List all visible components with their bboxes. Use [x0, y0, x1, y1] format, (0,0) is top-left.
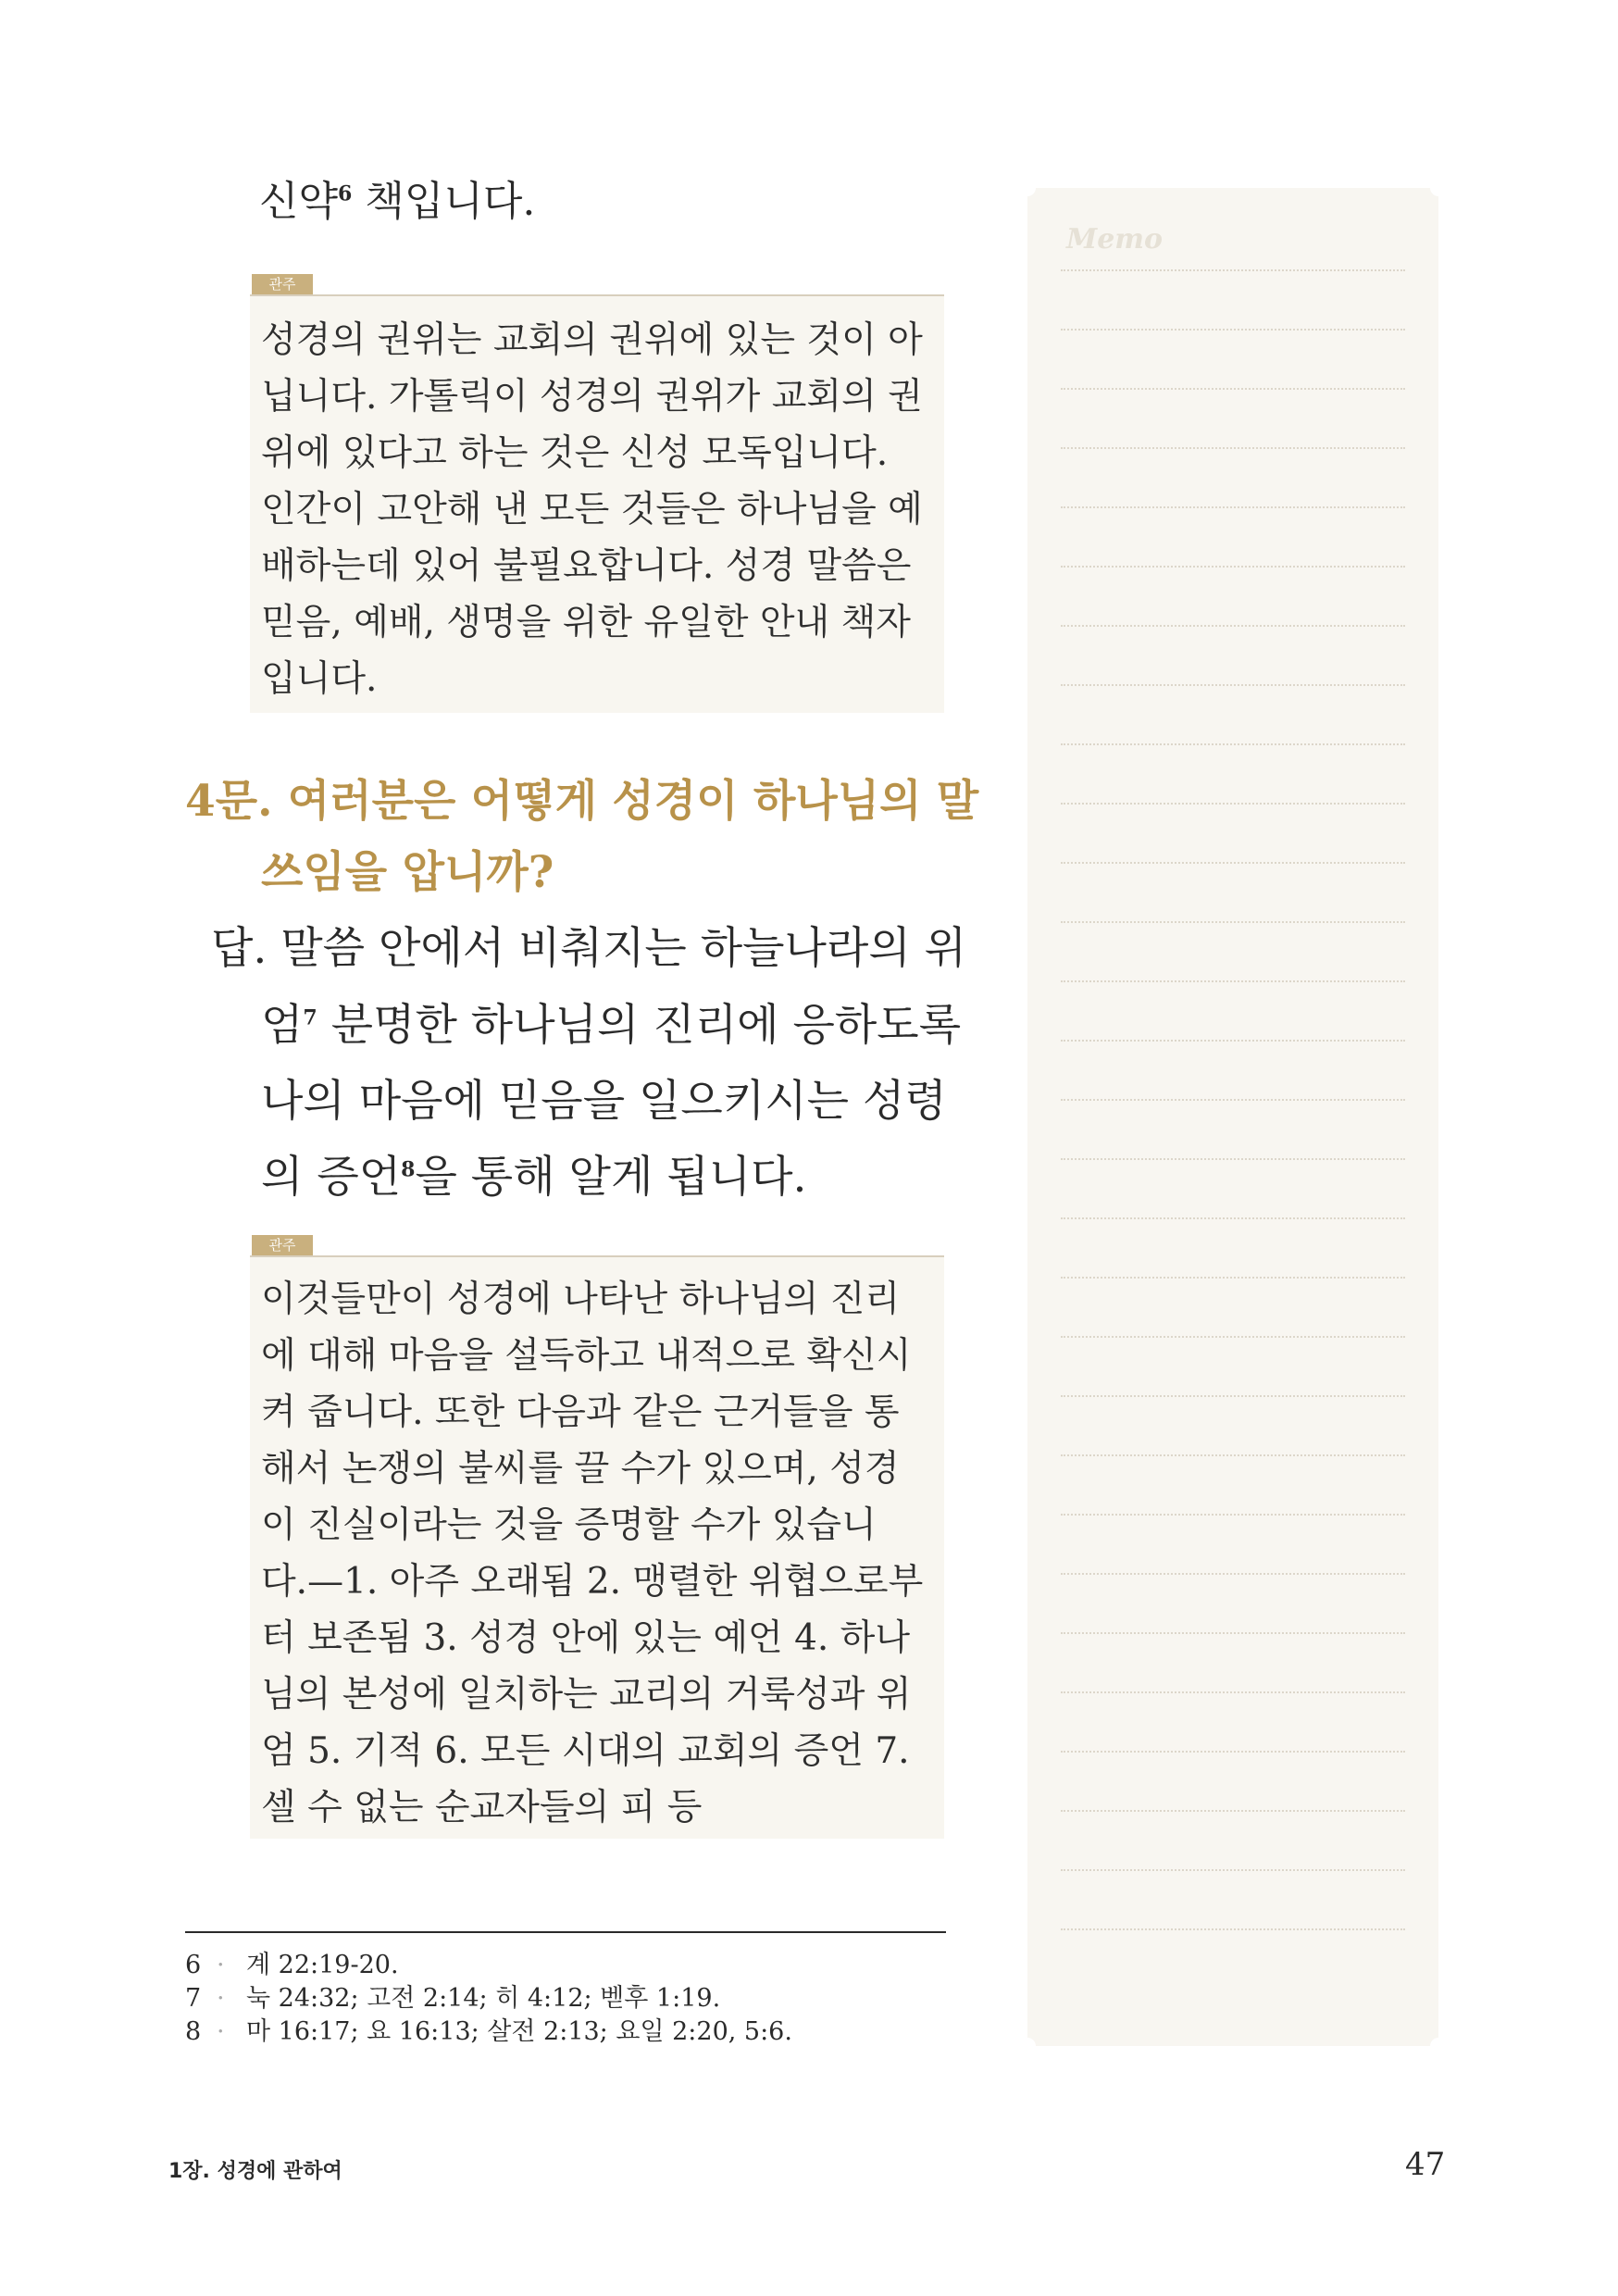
footnote-text: 계 22:19-20.	[246, 1951, 399, 1979]
footnote-ref-7: 7	[303, 1005, 317, 1030]
question-line-1: 4문. 여러분은 어떻게 성경이 하나님의 말	[185, 776, 979, 827]
memo-line	[1061, 269, 1405, 271]
note2-line: 이 진실이라는 것을 증명할 수가 있습니	[261, 1504, 877, 1546]
footnote-7	[185, 1978, 720, 2014]
commentary-box-2	[250, 1257, 944, 1839]
memo-title: Memo	[1066, 223, 1164, 256]
memo-line	[1061, 980, 1405, 982]
intro-text	[259, 174, 535, 230]
memo-line	[1061, 1632, 1405, 1634]
memo-line	[1061, 388, 1405, 390]
memo-line	[1061, 743, 1405, 745]
answer-word: 의 증언	[261, 1152, 402, 1203]
answer-line-3: 나의 마음에 믿음을 일으키시는 성령	[261, 1076, 947, 1127]
memo-line	[1061, 1158, 1405, 1160]
footnote-separator: ·	[217, 2017, 225, 2046]
footnote-number: 6	[185, 1951, 202, 1979]
memo-line	[1061, 447, 1405, 449]
note1-line: 위에 있다고 하는 것은 신성 모독입니다.	[261, 432, 889, 474]
memo-corner	[1019, 180, 1036, 196]
footnote-separator: ·	[217, 1951, 225, 1979]
memo-line	[1061, 625, 1405, 627]
note2-line: 엄 5. 기적 6. 모든 시대의 교회의 증언 7.	[261, 1730, 910, 1772]
note-label-2: 관주	[252, 1235, 313, 1255]
answer-line-1: 답. 말씀 안에서 비춰지는 하늘나라의 위	[211, 923, 967, 974]
memo-corner	[1430, 2038, 1447, 2054]
note1-line: 배하는데 있어 불필요합니다. 성경 말씀은	[261, 545, 912, 587]
memo-line	[1061, 862, 1405, 864]
memo-line	[1061, 1810, 1405, 1812]
memo-line	[1061, 1751, 1405, 1753]
note1-line: 인간이 고안해 낸 모든 것들은 하나님을 예	[261, 489, 923, 530]
footnote-ref-8: 8	[401, 1157, 416, 1182]
memo-line	[1061, 1869, 1405, 1871]
memo-corner	[1430, 180, 1447, 196]
answer-line-2	[261, 991, 961, 1053]
memo-corner	[1019, 2038, 1036, 2054]
memo-line	[1061, 921, 1405, 923]
memo-panel	[1027, 188, 1438, 2046]
note2-line: 에 대해 마음을 설득하고 내적으로 확신시	[261, 1335, 912, 1377]
memo-line	[1061, 1217, 1405, 1219]
memo-line	[1061, 1454, 1405, 1456]
memo-line	[1061, 1395, 1405, 1397]
note1-line: 성경의 권위는 교회의 권위에 있는 것이 아	[261, 319, 923, 361]
note1-line: 입니다.	[261, 658, 378, 700]
note2-line: 님의 본성에 일치하는 교리의 거룩성과 위	[261, 1674, 912, 1716]
note2-line: 다.—1. 아주 오래됨 2. 맹렬한 위협으로부	[261, 1561, 924, 1603]
footnote-number: 7	[185, 1984, 202, 2013]
memo-line	[1061, 1040, 1405, 1042]
footnote-rule	[185, 1931, 946, 1933]
memo-line	[1061, 1277, 1405, 1279]
chapter-title: 1장. 성경에 관하여	[168, 2160, 342, 2183]
note2-line: 터 보존됨 3. 성경 안에 있는 예언 4. 하나	[261, 1617, 911, 1659]
note1-line: 닙니다. 가톨릭이 성경의 권위가 교회의 권	[261, 376, 923, 418]
footnote-ref-6: 6	[338, 181, 353, 206]
memo-line	[1061, 1928, 1405, 1930]
memo-line	[1061, 566, 1405, 568]
memo-line	[1061, 1691, 1405, 1693]
memo-line	[1061, 1099, 1405, 1101]
footnote-number: 8	[185, 2017, 202, 2046]
footnote-text: 눅 24:32; 고전 2:14; 히 4:12; 벧후 1:19.	[246, 1984, 721, 2013]
intro-word: 신약	[259, 178, 339, 225]
note-label-1: 관주	[252, 274, 313, 294]
answer-rest: 을 통해 알게 됩니다.	[415, 1152, 807, 1203]
note2-line: 이것들만이 성경에 나타난 하나님의 진리	[261, 1279, 901, 1320]
memo-line	[1061, 684, 1405, 686]
memo-line	[1061, 803, 1405, 805]
footnote-text: 마 16:17; 요 16:13; 살전 2:13; 요일 2:20, 5:6.	[246, 2017, 792, 2046]
note2-line: 켜 줍니다. 또한 다음과 같은 근거들을 통	[261, 1391, 900, 1433]
note2-line: 셀 수 없는 순교자들의 피 등	[261, 1787, 703, 1828]
footnote-separator: ·	[217, 1984, 225, 2013]
note1-line: 믿음, 예배, 생명을 위한 유일한 안내 책자	[261, 602, 911, 643]
answer-line-4	[261, 1142, 806, 1204]
memo-line	[1061, 1573, 1405, 1575]
footnote-6	[185, 1944, 399, 1980]
footnote-8	[185, 2011, 792, 2047]
answer-rest: 분명한 하나님의 진리에 응하도록	[317, 1000, 962, 1051]
memo-line	[1061, 1514, 1405, 1516]
memo-line	[1061, 1336, 1405, 1338]
memo-line	[1061, 329, 1405, 331]
intro-rest: 책입니다.	[352, 178, 536, 225]
answer-word: 엄	[261, 1000, 304, 1051]
commentary-box-1	[250, 296, 944, 713]
question-line-2: 쓰임을 압니까?	[261, 847, 554, 898]
memo-line	[1061, 506, 1405, 508]
note2-line: 해서 논쟁의 불씨를 끌 수가 있으며, 성경	[261, 1448, 900, 1490]
page-number: 47	[1405, 2146, 1446, 2183]
